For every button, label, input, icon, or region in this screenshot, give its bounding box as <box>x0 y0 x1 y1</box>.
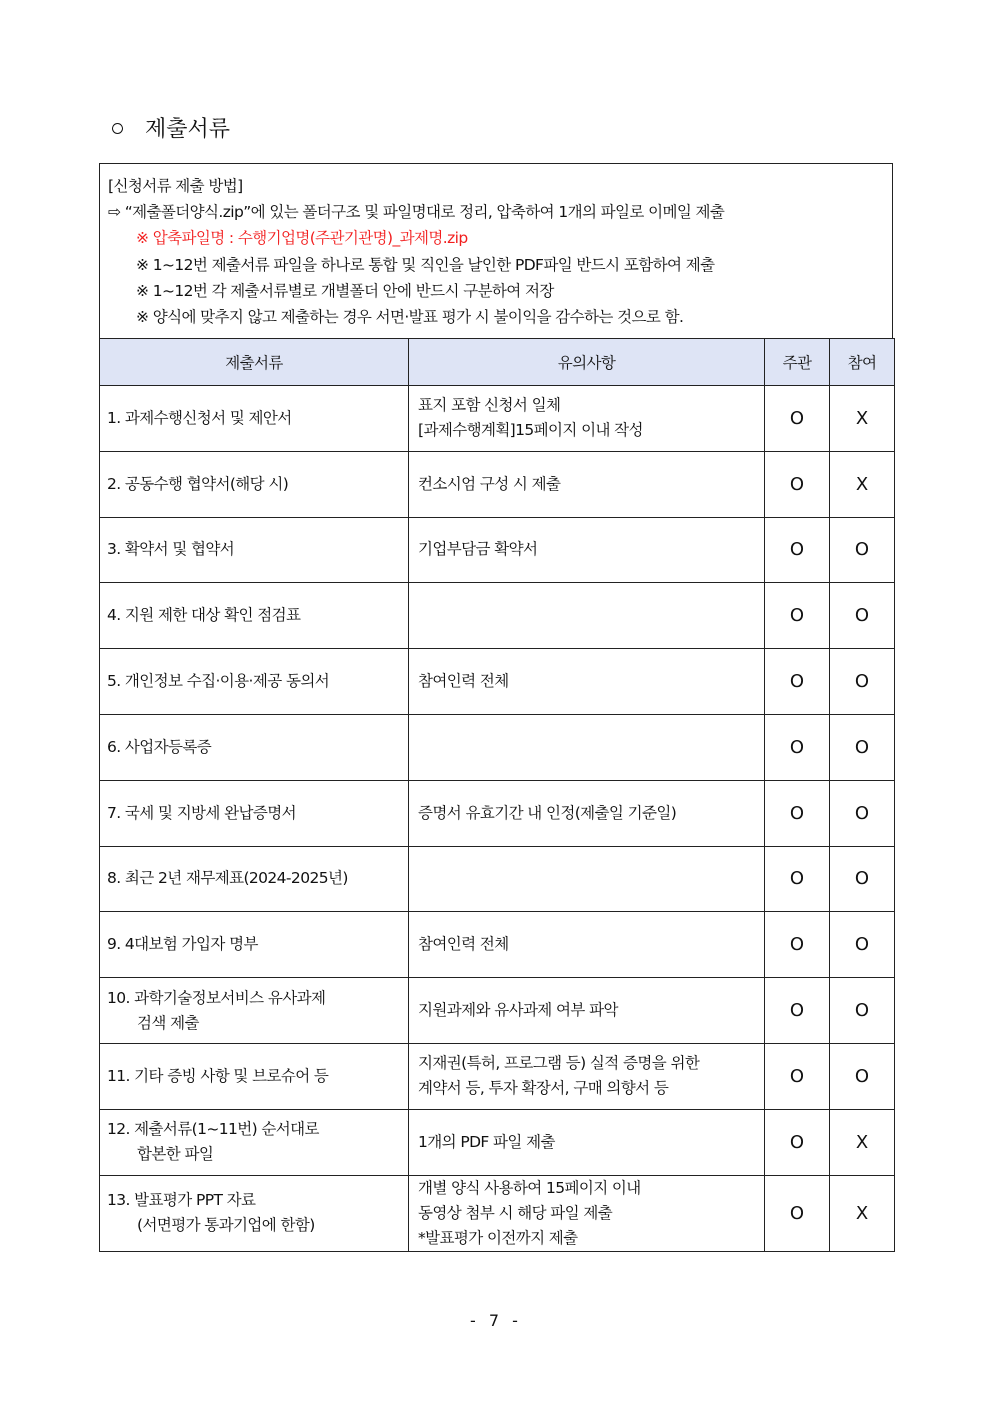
notice-heading: [신청서류 제출 방법] <box>108 177 243 195</box>
submission-method-box <box>99 163 893 338</box>
document-name: 7. 국세 및 지방세 완납증명서 <box>107 803 297 822</box>
lead-required-mark: O <box>765 978 830 1044</box>
participant-required-mark: O <box>830 517 895 583</box>
lead-required-mark: O <box>765 386 830 452</box>
notice-main-text: “제출폴더양식.zip”에 있는 폴더구조 및 파일명대로 정리, 압축하여 1개의 파일로 이메일 제출 <box>124 203 725 222</box>
participant-required-mark: O <box>830 912 895 978</box>
document-name-cell <box>100 1175 409 1251</box>
document-note: 1개의 PDF 파일 제출 <box>418 1132 555 1151</box>
document-note: 참여인력 전체 <box>418 935 509 954</box>
document-note: 증명서 유효기간 내 인정(제출일 기준일) <box>418 803 677 822</box>
table-row <box>100 912 895 978</box>
document-name-cell <box>100 1043 409 1109</box>
notice-note: ※ 1~12번 각 제출서류별로 개별폴더 안에 반드시 구분하여 저장 <box>136 281 554 300</box>
table-row <box>100 386 895 452</box>
document-name: 13. 발표평가 PPT 자료 <box>107 1191 256 1210</box>
document-name: 9. 4대보험 가입자 명부 <box>107 935 258 954</box>
lead-required-mark: O <box>765 780 830 846</box>
document-note: [과제수행계획]15페이지 이내 작성 <box>418 421 643 440</box>
participant-required-mark: O <box>830 714 895 780</box>
lead-required-mark: O <box>765 714 830 780</box>
document-note-cell <box>409 451 765 517</box>
circle-bullet-icon <box>112 123 123 134</box>
document-note-cell <box>409 1175 765 1251</box>
document-note: 지재권(특허, 프로그램 등) 실적 증명을 위한 <box>418 1054 700 1073</box>
document-name: (서면평가 통과기업에 한함) <box>137 1216 315 1235</box>
document-name-cell <box>100 517 409 583</box>
table-row <box>100 583 895 649</box>
document-name-cell <box>100 846 409 912</box>
document-note-cell <box>409 1043 765 1109</box>
notice-main-line <box>108 199 892 225</box>
lead-required-mark: O <box>765 583 830 649</box>
header-participant: 참여 <box>830 339 895 386</box>
document-name: 10. 과학기술정보서비스 유사과제 <box>107 988 326 1007</box>
document-note-cell <box>409 978 765 1044</box>
document-name: 8. 최근 2년 재무제표(2024-2025년) <box>107 869 348 888</box>
document-name: 11. 기타 증빙 사항 및 브로슈어 등 <box>107 1066 329 1085</box>
document-note-cell <box>409 1109 765 1175</box>
document-name: 6. 사업자등록증 <box>107 737 212 756</box>
participant-required-mark: O <box>830 649 895 715</box>
document-note-cell <box>409 649 765 715</box>
header-lead: 주관 <box>765 339 830 386</box>
participant-required-mark: X <box>830 451 895 517</box>
lead-required-mark: O <box>765 912 830 978</box>
table-row <box>100 846 895 912</box>
document-note: 기업부담금 확약서 <box>418 540 538 559</box>
document-name: 합본한 파일 <box>137 1145 214 1164</box>
document-note: 참여인력 전체 <box>418 672 509 691</box>
document-name-cell <box>100 714 409 780</box>
document-name: 2. 공동수행 협약서(해당 시) <box>107 474 289 493</box>
participant-required-mark: O <box>830 780 895 846</box>
participant-required-mark: X <box>830 1109 895 1175</box>
documents-table <box>99 338 895 1252</box>
document-name: 1. 과제수행신청서 및 제안서 <box>107 408 292 427</box>
document-name-cell <box>100 912 409 978</box>
lead-required-mark: O <box>765 451 830 517</box>
document-name-cell <box>100 978 409 1044</box>
notice-note: ※ 1~12번 제출서류 파일을 하나로 통합 및 직인을 날인한 PDF파일 반드시 포함하여 제출 <box>136 255 715 274</box>
table-row <box>100 451 895 517</box>
table-row <box>100 1175 895 1251</box>
document-note-cell <box>409 583 765 649</box>
participant-required-mark: O <box>830 978 895 1044</box>
header-documents: 제출서류 <box>100 339 409 386</box>
lead-required-mark: O <box>765 517 830 583</box>
lead-required-mark: O <box>765 649 830 715</box>
document-note: 지원과제와 유사과제 여부 파악 <box>418 1001 618 1020</box>
participant-required-mark: X <box>830 386 895 452</box>
document-name-cell <box>100 583 409 649</box>
notice-note: ※ 압축파일명 : 수행기업명(주관기관명)_과제명.zip <box>136 229 468 248</box>
document-name: 검색 제출 <box>137 1013 199 1032</box>
document-name-cell <box>100 386 409 452</box>
table-row <box>100 1109 895 1175</box>
document-name: 12. 제출서류(1~11번) 순서대로 <box>107 1120 319 1139</box>
table-row <box>100 714 895 780</box>
lead-required-mark: O <box>765 846 830 912</box>
document-name-cell <box>100 1109 409 1175</box>
participant-required-mark: O <box>830 846 895 912</box>
document-note: 개별 양식 사용하여 15페이지 이내 <box>418 1178 641 1197</box>
table-row <box>100 1043 895 1109</box>
document-note-cell <box>409 517 765 583</box>
lead-required-mark: O <box>765 1109 830 1175</box>
document-name: 5. 개인정보 수집·이용·제공 동의서 <box>107 672 330 691</box>
participant-required-mark: O <box>830 583 895 649</box>
document-note-cell <box>409 846 765 912</box>
table-row <box>100 517 895 583</box>
document-note: *발표평가 이전까지 제출 <box>418 1228 578 1247</box>
table-row <box>100 780 895 846</box>
document-note-cell <box>409 912 765 978</box>
page-number: - 7 - <box>470 1311 522 1330</box>
header-notes: 유의사항 <box>409 339 765 386</box>
section-heading <box>112 112 230 143</box>
participant-required-mark: O <box>830 1043 895 1109</box>
notice-note: ※ 양식에 맞추지 않고 제출하는 경우 서면·발표 평가 시 불이익을 감수하는 것으로 함. <box>136 308 684 327</box>
table-row <box>100 649 895 715</box>
document-name: 3. 확약서 및 협약서 <box>107 540 235 559</box>
document-note: 계약서 등, 투자 확장서, 구매 의향서 등 <box>418 1079 669 1098</box>
document-note-cell <box>409 386 765 452</box>
arrow-right-icon: ⇨ <box>108 203 121 222</box>
document-name-cell <box>100 451 409 517</box>
document-note: 동영상 첨부 시 해당 파일 제출 <box>418 1203 613 1222</box>
document-name: 4. 지원 제한 대상 확인 점검표 <box>107 606 301 625</box>
table-header-row <box>100 339 895 386</box>
document-note-cell <box>409 780 765 846</box>
section-title: 제출서류 <box>145 117 231 142</box>
document-name-cell <box>100 780 409 846</box>
lead-required-mark: O <box>765 1175 830 1251</box>
document-name-cell <box>100 649 409 715</box>
lead-required-mark: O <box>765 1043 830 1109</box>
document-note-cell <box>409 714 765 780</box>
participant-required-mark: X <box>830 1175 895 1251</box>
table-row <box>100 978 895 1044</box>
document-note: 컨소시엄 구성 시 제출 <box>418 474 561 493</box>
document-note: 표지 포함 신청서 일체 <box>418 396 561 415</box>
